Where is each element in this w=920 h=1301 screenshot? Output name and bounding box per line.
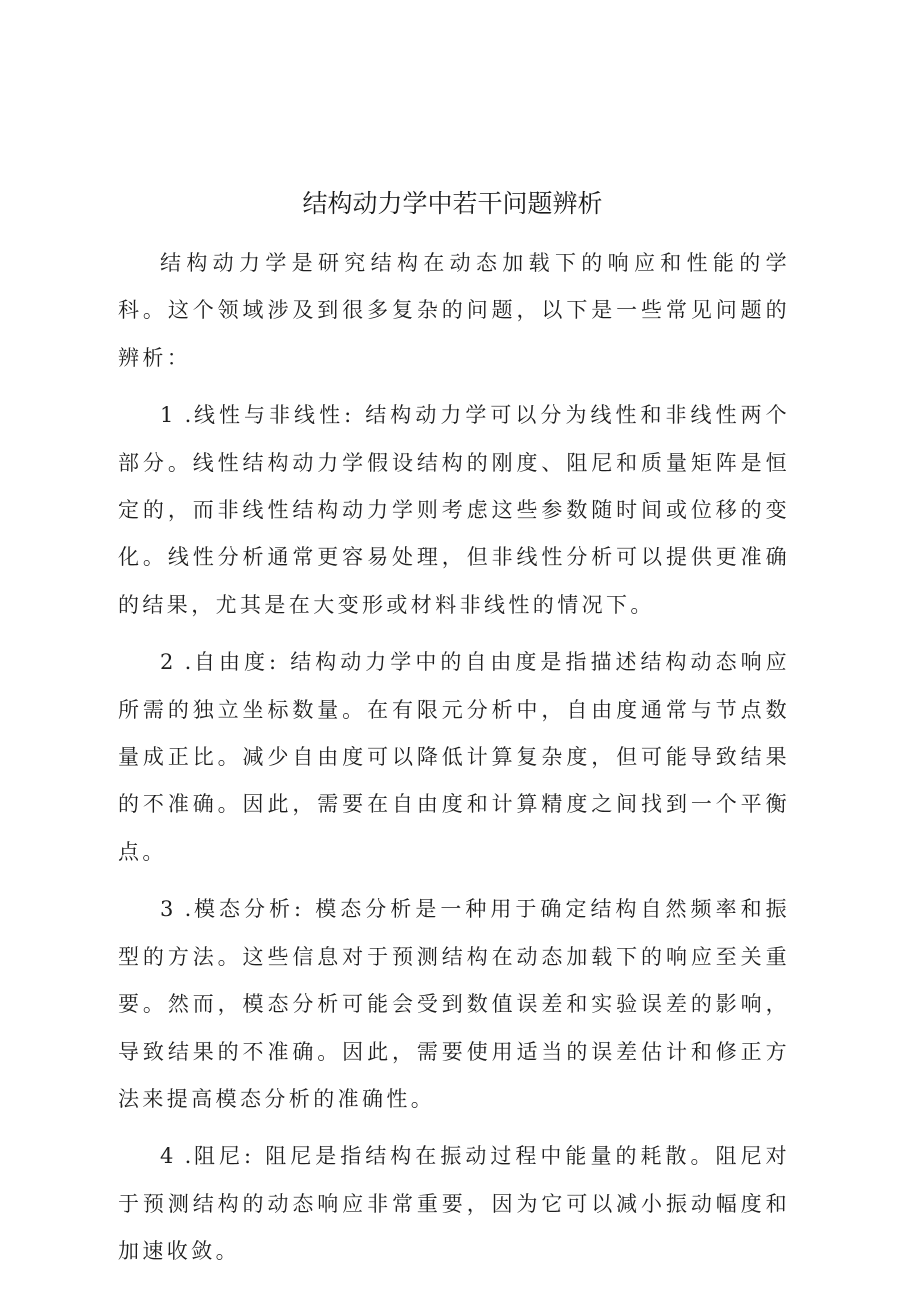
document-title: 结构动力学中若干问题辨析	[302, 189, 603, 218]
item-number: 1 .	[160, 403, 194, 428]
item-heading: 模态分析:	[193, 897, 305, 922]
item-text: 结构动力学中的自由度是指描述结构动态响应所需的独立坐标数量。在有限元分析中，自由度通常与节点数量成正比。减少自由度可以降低计算复杂度，但可能导致结果的不准确。因此，需要在自由度和计算精度之间找到一个平衡点。	[118, 650, 791, 864]
item-number: 3 .	[160, 897, 194, 922]
item-number: 2 .	[160, 650, 194, 675]
item-paragraph-2	[118, 639, 790, 876]
item-paragraph-4	[118, 1133, 790, 1275]
item-heading: 自由度:	[193, 650, 280, 675]
item-text: 阻尼是指结构在振动过程中能量的耗散。阻尼对于预测结构的动态响应非常重要，因为它可以减小振动幅度和加速收敛。	[118, 1144, 790, 1264]
intro-paragraph: 结构动力学是研究结构在动态加载下的响应和性能的学科。这个领域涉及到很多复杂的问题，以下是一些常见问题的辨析：	[118, 251, 790, 370]
item-heading: 阻尼:	[193, 1144, 255, 1169]
item-text: 模态分析是一种用于确定结构自然频率和振型的方法。这些信息对于预测结构在动态加载下的响应至关重要。然而，模态分析可能会受到数值误差和实验误差的影响，导致结果的不准确。因此，需要使用适当的误差估计和修正方法来提高模态分析的准确性。	[118, 897, 791, 1111]
item-paragraph-3	[118, 886, 790, 1123]
document-body	[118, 240, 790, 1276]
item-paragraph-1	[118, 392, 790, 629]
item-heading: 线性与非线性:	[193, 403, 355, 428]
item-text: 结构动力学可以分为线性和非线性两个部分。线性结构动力学假设结构的刚度、阻尼和质量矩阵是恒定的，而非线性结构动力学则考虑这些参数随时间或位移的变化。线性分析通常更容易处理，但非线性分析可以提供更准确的结果，尤其是在大变形或材料非线性的情况下。	[118, 403, 791, 617]
item-number: 4 .	[160, 1144, 194, 1169]
